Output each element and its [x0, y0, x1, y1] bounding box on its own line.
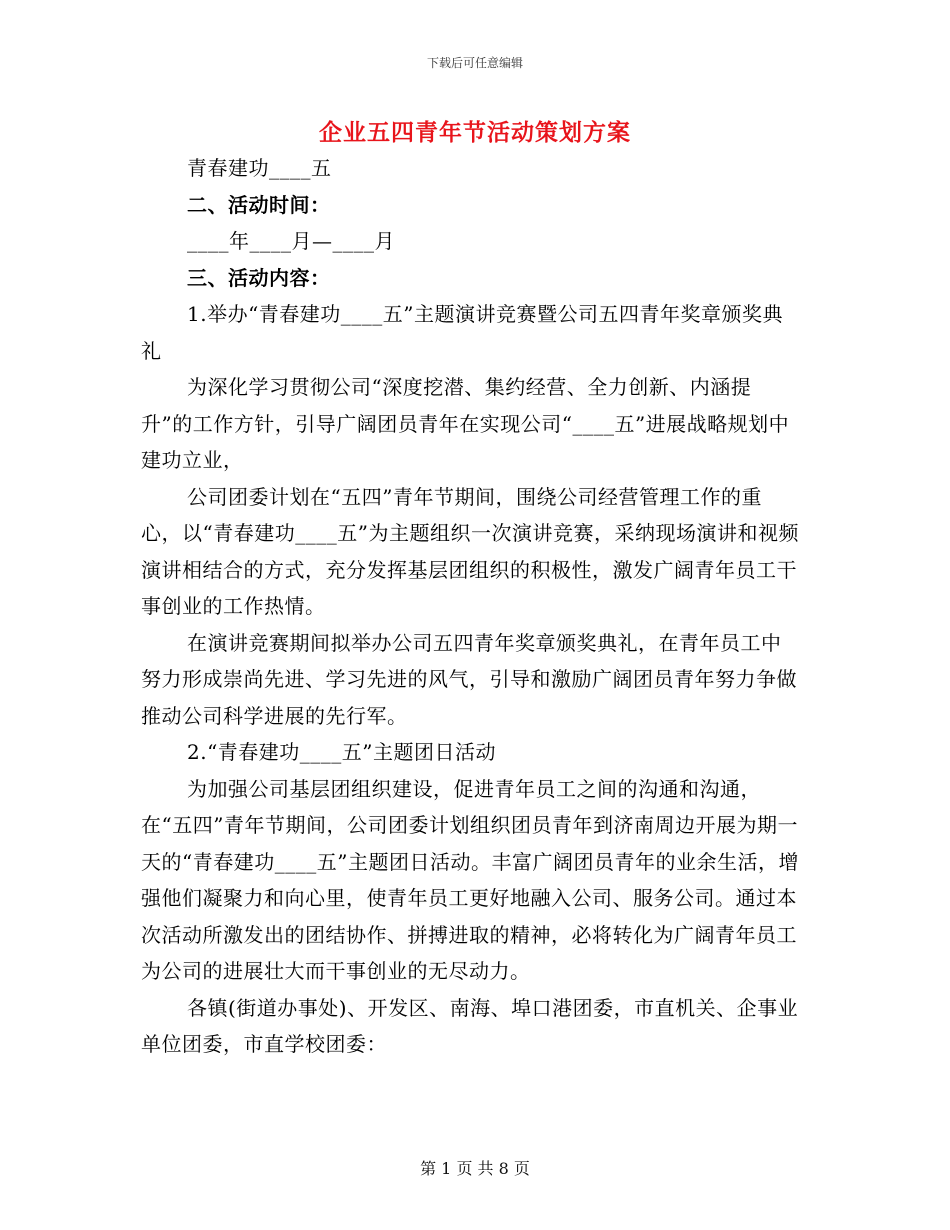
- header-note: 下载后可任意编辑: [426, 56, 523, 70]
- paragraph-body: 为深化学习贯彻公司“深度挖潜、集约经营、全力创新、内涵提升”的工作方针，引导广阔团员青年在实现公司“____五”进展战略规划中建功立业，: [141, 375, 790, 472]
- paragraph-body: 为加强公司基层团组织建设，促进青年员工之间的沟通和沟通，在“五四”青年节期间，公司团委计划组织团员青年到济南周边开展为期一天的“青春建功____五”主题团日活动。丰富广阔团员青年的业余生活，增强他们凝聚力和向心里，使青年员工更好地融入公司、服务公司。通过本次活动所激发出的团结协作、拼搏进取的精神，必将转化为广阔青年员工为公司的进展壮大而干事创业的无尽动力。: [141, 776, 799, 983]
- paragraph-item-1: 1.举办“青春建功____五”主题演讲竞赛暨公司五四青年奖章颁奖典礼: [141, 302, 784, 363]
- heading-activity-time: 二、活动时间：: [187, 192, 331, 217]
- paragraph-date: ____年____月—____月: [187, 229, 395, 253]
- paragraph-body: 公司团委计划在“五四”青年节期间，围绕公司经营管理工作的重心，以“青春建功____五”为主题组织一次演讲竞赛，采纳现场演讲和视频演讲相结合的方式，充分发挥基层团组织的积极性，激发广阔青年员工干事创业的工作热情。: [141, 484, 799, 618]
- paragraph-theme: 青春建功____五: [187, 156, 332, 180]
- page-number: 第 1 页 共 8 页: [420, 1159, 530, 1178]
- paragraph-body: 在演讲竞赛期间拟举办公司五四青年奖章颁奖典礼，在青年员工中努力形成崇尚先进、学习先进的风气，引导和激励广阔团员青年努力争做推动公司科学进展的先行军。: [141, 630, 797, 728]
- heading-activity-content: 三、活动内容：: [187, 265, 331, 290]
- document-title: 企业五四青年节活动策划方案: [319, 119, 631, 146]
- paragraph-item-2: 2.“青春建功____五”主题团日活动: [187, 740, 497, 764]
- paragraph-body: 各镇(街道办事处)、开发区、南海、埠口港团委，市直机关、企事业单位团委，市直学校团委：: [141, 995, 799, 1056]
- document-body: [141, 150, 801, 1063]
